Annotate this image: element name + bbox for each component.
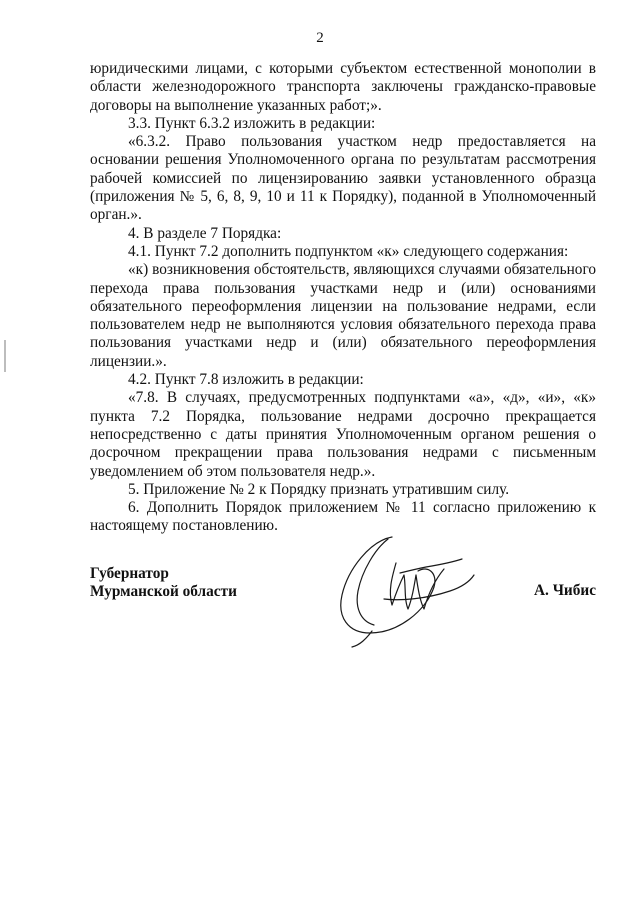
- paragraph-6: 6. Дополнить Порядок приложением № 11 согласно приложению к настоящему постановлению.: [90, 499, 596, 535]
- paragraph-5: 5. Приложение № 2 к Порядку признать утратившим силу.: [128, 480, 510, 498]
- paragraph-4-2: 4.2. Пункт 7.8 изложить в редакции:: [128, 371, 364, 389]
- paragraph-3-3: 3.3. Пункт 6.3.2 изложить в редакции:: [128, 114, 376, 132]
- signature-block: [90, 565, 596, 645]
- paragraph-continuation: юридическими лицами, с которыми субъектом естественной монополии в области железнодорожного транспорта заключены гражданско-правовые договоры на выполнение указанных работ;».: [90, 60, 596, 114]
- margin-mark: [4, 340, 6, 372]
- signer-name: А. Чибис: [534, 582, 596, 599]
- page-number: 2: [316, 30, 324, 46]
- paragraph-7-8: «7.8. В случаях, предусмотренных подпунктами «а», «д», «и», «к» пункта 7.2 Порядка, пользование недрами досрочно прекращается непосредственно с даты принятия Уполномоченным органом решения о досрочном прекращении права пользования недрами с письменным уведомлением об этом пользователя недр.».: [90, 389, 596, 480]
- paragraph-4: 4. В разделе 7 Порядка:: [128, 224, 282, 242]
- paragraph-subpoint-k: «к) возникновения обстоятельств, являющихся случаями обязательного перехода права пользования участками недр и (или) основаниями обязательного переоформления лицензии на пользование недрами, если пользователем недр не выполняются условия обязательного перехода права пользования участками недр и (или) обязательного переоформления лицензии.».: [90, 261, 596, 370]
- document-body: [90, 60, 596, 536]
- paragraph-6-3-2: «6.3.2. Право пользования участком недр предоставляется на основании решения Уполномоченного органа по результатам рассмотрения рабочей комиссией по лицензированию заявки установленного образца (приложения № 5, 6, 8, 9, 10 и 11 к Порядку), поданной в Уполномоченный орган.».: [90, 133, 596, 224]
- paragraph-4-1: 4.1. Пункт 7.2 дополнить подпунктом «к» следующего содержания:: [128, 242, 569, 260]
- signer-title-line-1: Губернатор: [90, 565, 169, 582]
- signer-title-line-2: Мурманской области: [90, 583, 237, 601]
- signer-title: [90, 565, 237, 602]
- handwritten-signature-icon: [330, 529, 480, 649]
